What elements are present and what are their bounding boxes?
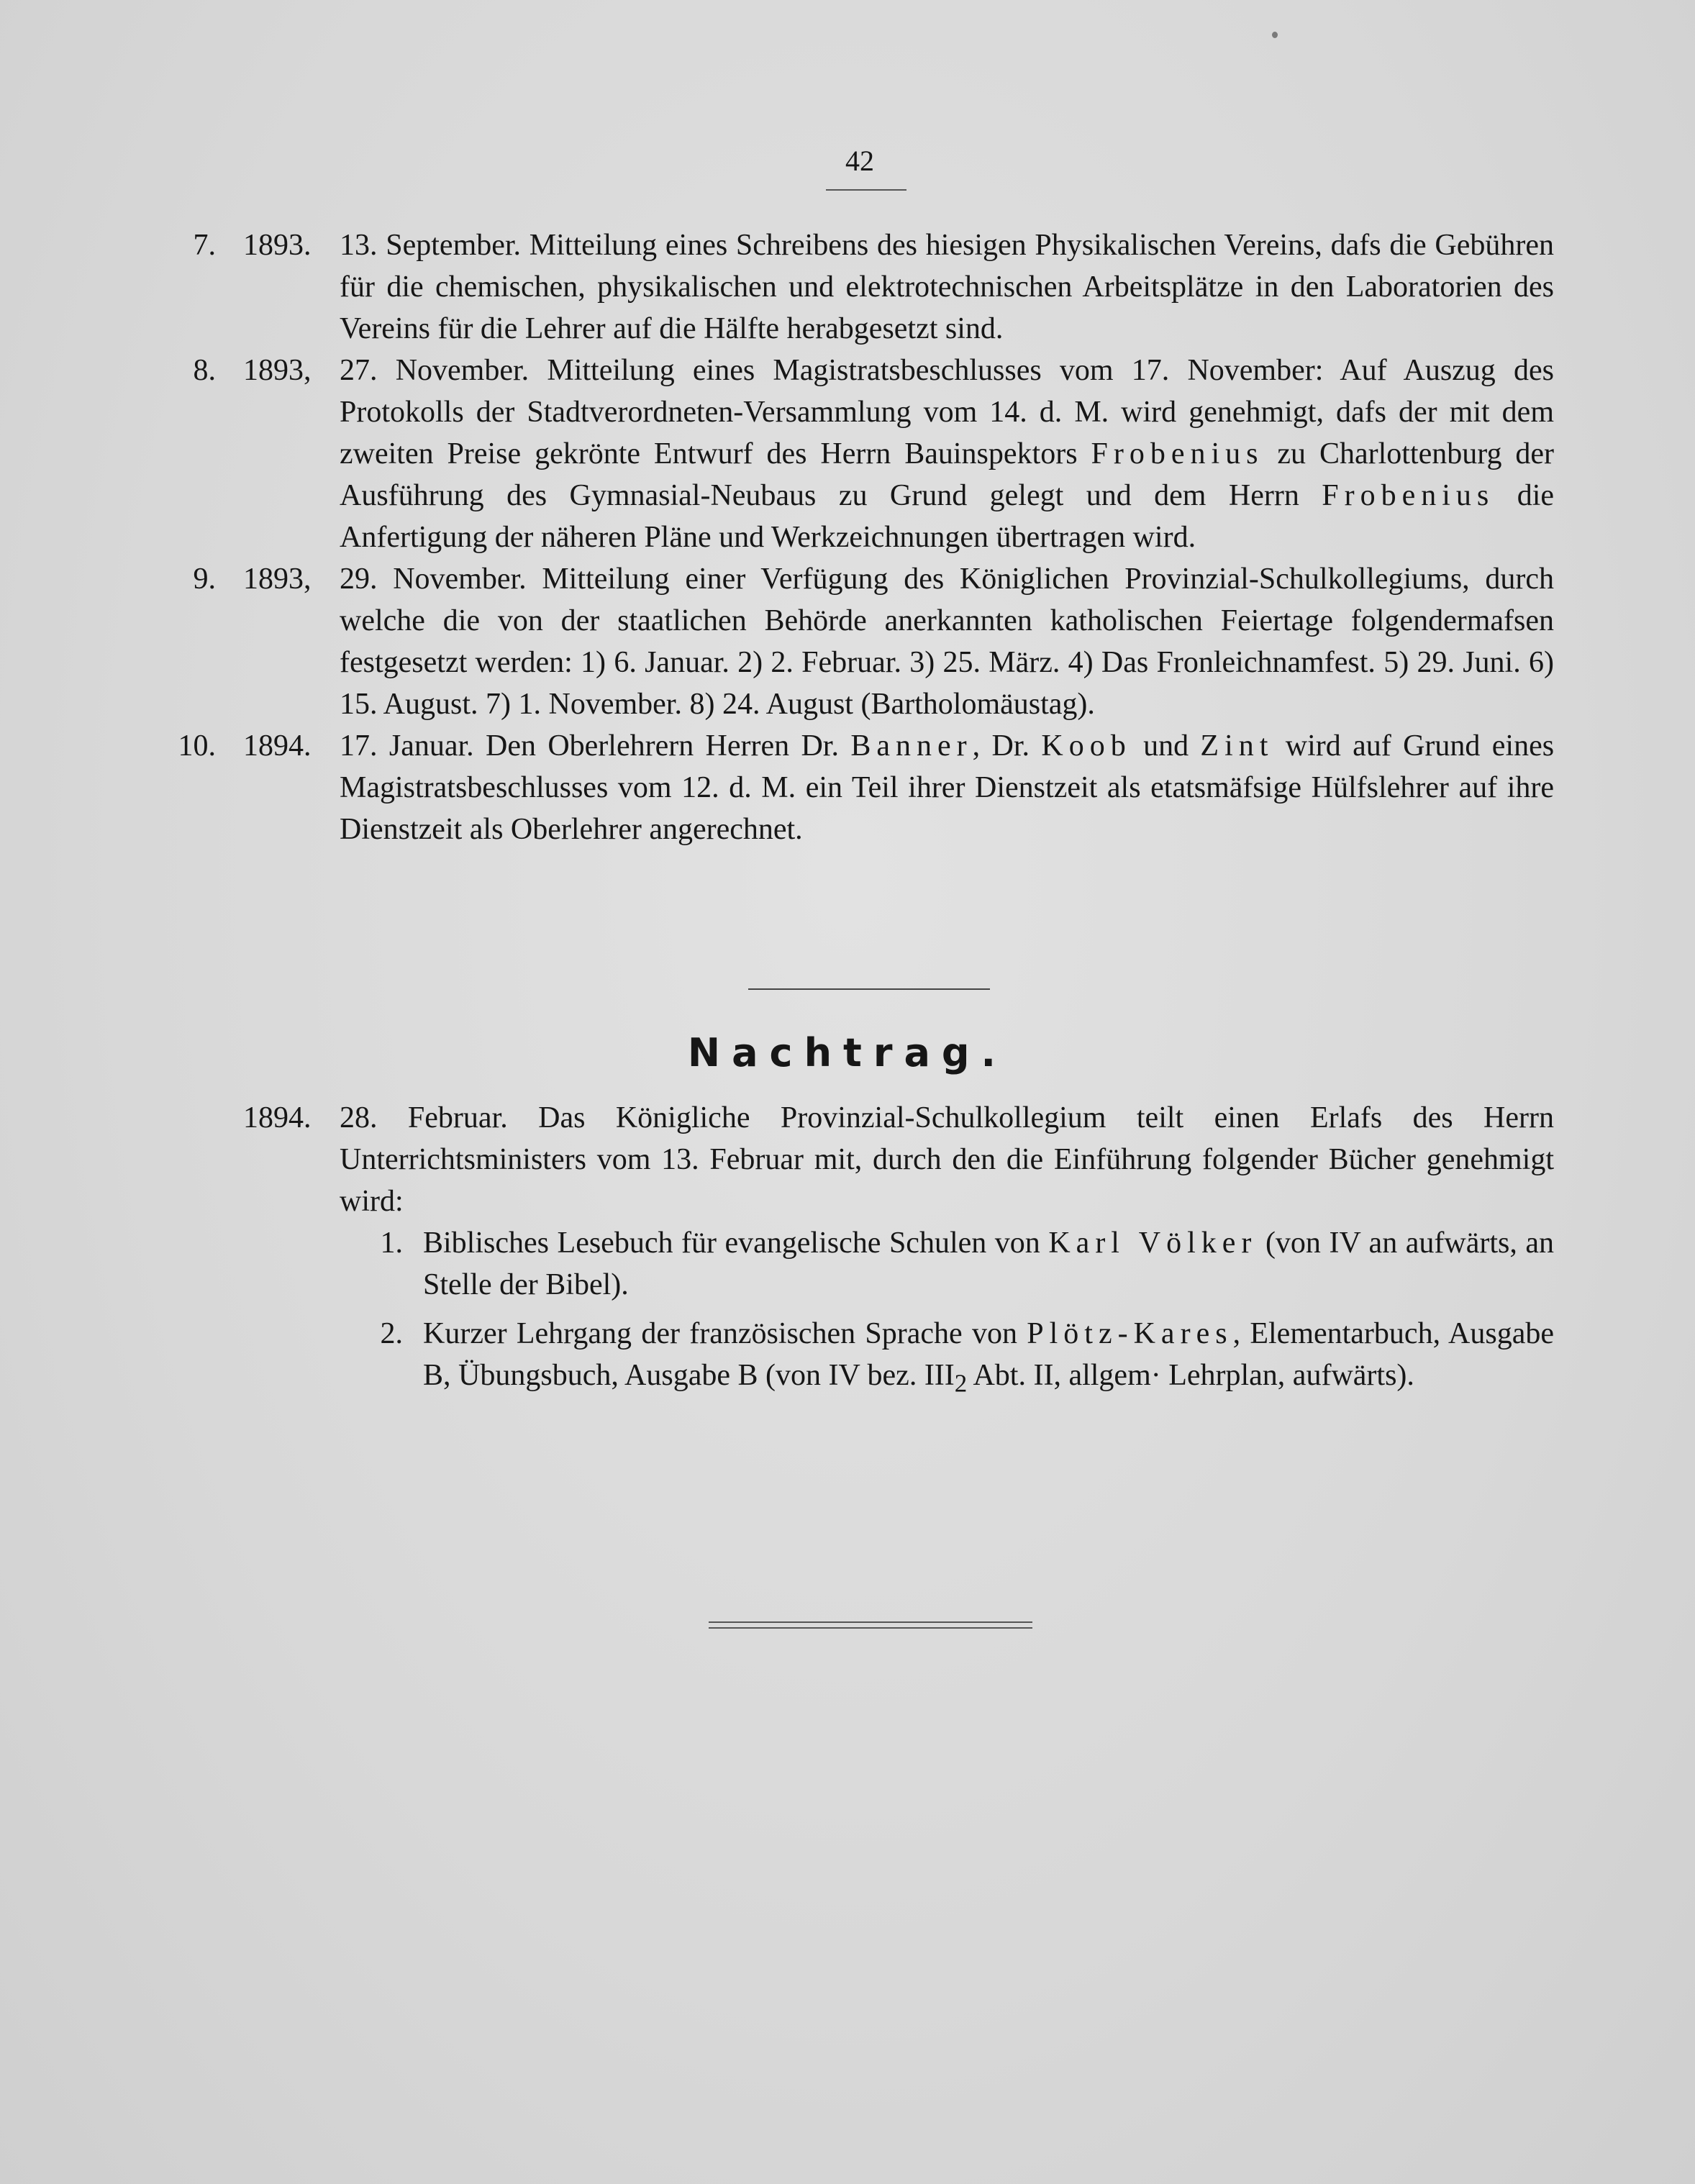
book-list xyxy=(360,1222,1554,1404)
entry-text-part: zu Charlottenburg der Ausführung des Gymnasial-Neubaus zu Grund gelegt und dem Herrn xyxy=(340,437,1555,512)
entry-8 xyxy=(0,350,1695,558)
book-text xyxy=(423,1222,1554,1306)
entry-text-part: wird auf Grund eines Magistratsbeschlusses vom 12. d. M. ein Teil ihrer Dienstzeit als etatsmäfsige Hülfslehrer auf ihre Dienstzeit als Oberlehrer angerechnet. xyxy=(340,729,1555,846)
entry-text-part: 17. Januar. Den Oberlehrern Herren Dr. xyxy=(340,729,839,763)
nachtrag-heading: Nachtrag. xyxy=(687,1030,1008,1075)
book-text-part: Kurzer Lehrgang der französischen Sprache von xyxy=(423,1317,1017,1350)
book-text-part: Biblisches Lesebuch für evangelische Schulen von xyxy=(423,1227,1040,1260)
section-divider xyxy=(748,988,990,990)
ink-speck xyxy=(1272,32,1278,38)
entry-10 xyxy=(0,725,1695,850)
spaced-name: Koob xyxy=(1041,729,1132,763)
entry-text-part: 27. November. Mitteilung eines Magistratsbeschlusses vom 17. November: Auf Auszug des Protokolls der Stadtverordneten-Versammlung vom 14. d. M. wird genehmigt, dafs der mit dem zweiten Preise gekrönte Entwurf des Herrn Bauinspektors xyxy=(340,354,1554,470)
page-number: 42 xyxy=(845,145,874,177)
entry-number: 10. xyxy=(178,729,216,763)
book-text xyxy=(423,1313,1554,1404)
entry-year: 1893, xyxy=(243,563,312,596)
spaced-name: Frobenius xyxy=(1091,437,1264,470)
entry-text xyxy=(340,725,1554,850)
book-item xyxy=(360,1222,1554,1306)
spaced-name: Zint xyxy=(1200,729,1274,763)
book-text-part: (von IV an aufwärts, an Stelle der Bibel). xyxy=(423,1227,1555,1301)
nachtrag-entry xyxy=(0,1097,1695,1222)
page-number-rule xyxy=(826,189,906,191)
end-double-rule xyxy=(709,1621,1032,1629)
entry-year: 1894. xyxy=(243,1101,312,1134)
spaced-name: Frobenius xyxy=(1322,479,1495,512)
spaced-author: Karl Völker xyxy=(1048,1227,1258,1260)
entry-text-part: die Anfertigung der näheren Pläne und Werkzeichnungen übertragen wird. xyxy=(340,479,1555,554)
subscript: 2 xyxy=(954,1369,968,1398)
entry-9 xyxy=(0,558,1695,725)
entry-year: 1893. xyxy=(243,229,312,262)
book-text-part: , Elementarbuch, Ausgabe B, Übungsbuch, Ausgabe B (von IV bez. III xyxy=(423,1317,1554,1392)
nachtrag-section xyxy=(0,1097,1695,1404)
book-text-part: Abt. II, allgem· Lehrplan, aufwärts). xyxy=(973,1359,1414,1392)
entry-number: 9. xyxy=(193,563,216,596)
book-number: 2. xyxy=(380,1317,403,1350)
entry-text: 29. November. Mitteilung einer Verfügung des Königlichen Provinzial-Schulkollegiums, durch welche die von der staatlichen Behörde anerkannten katholischen Feiertage folgendermafsen festgesetzt werden: 1) 6. Januar. 2) 2. Februar. 3) 25. März. 4) Das Fronleichnamfest. 5) 29. Juni. 6) 15. August. 7) 1. November. 8) 24. August (Bartholomäustag). xyxy=(340,563,1554,721)
entry-text: 13. September. Mitteilung eines Schreibens des hiesigen Physikalischen Vereins, dafs die Gebühren für die chemischen, physikalischen und elektrotechnischen Arbeitsplätze in den Laboratorien des Vereins für die Lehrer auf die Hälfte herabgesetzt sind. xyxy=(340,229,1554,345)
entry-text-part: und xyxy=(1143,729,1189,763)
entry-text-part: , Dr. xyxy=(972,729,1030,763)
nachtrag-intro: 28. Februar. Das Königliche Provinzial-Schulkollegium teilt einen Erlafs des Herrn Unterrichtsministers vom 13. Februar mit, durch den die Einführung folgender Bücher genehmigt wird: xyxy=(340,1101,1554,1218)
spaced-name: Banner xyxy=(850,729,973,763)
entry-year: 1893, xyxy=(243,354,312,387)
book-item xyxy=(360,1313,1554,1404)
entry-year: 1894. xyxy=(243,729,312,763)
book-number: 1. xyxy=(380,1227,403,1260)
entries-list xyxy=(0,224,1695,850)
entry-7 xyxy=(0,224,1695,350)
entry-number: 7. xyxy=(193,229,216,262)
entry-text xyxy=(340,350,1554,558)
entry-number: 8. xyxy=(193,354,216,387)
spaced-author: Plötz-Kares xyxy=(1027,1317,1233,1350)
